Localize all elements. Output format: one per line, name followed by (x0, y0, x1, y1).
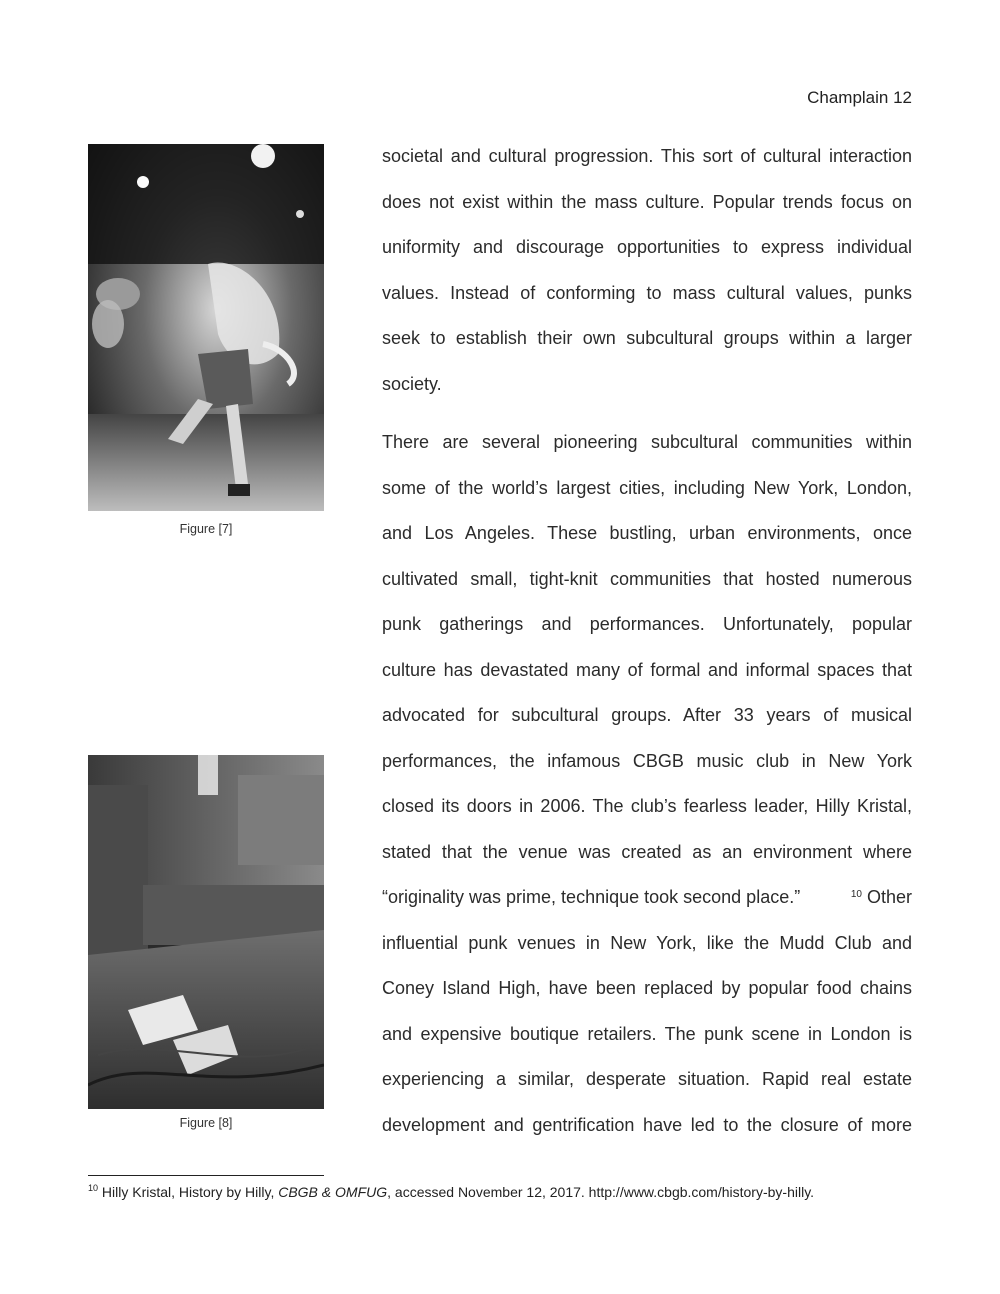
footnote-divider (88, 1175, 324, 1176)
text-line: stated that the venue was created as an environment where (382, 841, 912, 862)
text-line: uniformity and discourage opportunities to express individual (382, 237, 912, 257)
text-line: some of the world’s largest cities, including New York, London, (382, 477, 912, 498)
quote-line (382, 885, 912, 931)
footnote (88, 1184, 948, 1200)
text-line: society. (382, 373, 442, 394)
text-line: punk gatherings and performances. Unfortunately, popular (382, 614, 912, 634)
footnote-rest[interactable]: , accessed November 12, 2017. http://www.cbgb.com/history-by-hilly. (387, 1184, 815, 1200)
running-head: Champlain 12 (807, 88, 912, 107)
text-line: There are several pioneering subcultural communities within (382, 432, 912, 452)
footnote-source: CBGB & OMFUG (278, 1184, 388, 1200)
footnote-author-title: Hilly Kristal, History by Hilly, (98, 1184, 279, 1200)
text-line: seek to establish their own subcultural groups within a larger (382, 328, 912, 348)
text-line: closed its doors in 2006. The club’s fearless leader, Hilly Kristal, (382, 796, 912, 816)
text-line: societal and cultural progression. This sort of cultural interaction (382, 146, 912, 166)
figure-8-venue-photo (88, 755, 324, 1109)
text-line: advocated for subcultural groups. After 33 years of musical (382, 705, 912, 725)
footnote-reference[interactable]: 10 (850, 889, 862, 900)
text-line: development and gentrification have led to the closure of more (382, 1114, 912, 1135)
text-line: and Los Angeles. These bustling, urban environments, once (382, 523, 912, 543)
text-line: influential punk venues in New York, like the Mudd Club and (382, 932, 912, 953)
footnote-number: 10 (88, 1183, 99, 1193)
text-line: culture has devastated many of formal and informal spaces that (382, 659, 912, 680)
text-line: cultivated small, tight-knit communities that hosted numerous (382, 568, 912, 589)
body-paragraph-1 (382, 144, 912, 417)
figure-7-caption: Figure [7] (179, 522, 233, 536)
figure-8-caption: Figure [8] (179, 1116, 233, 1130)
text-line: values. Instead of conforming to mass cultural values, punks (382, 282, 912, 303)
text-line: experiencing a similar, desperate situation. Rapid real estate (382, 1069, 912, 1089)
body-paragraph-2 (382, 430, 912, 1158)
quote-text: “originality was prime, technique took second place.” (382, 887, 801, 907)
text-line: and expensive boutique retailers. The punk scene in London is (382, 1023, 912, 1044)
text-line: does not exist within the mass culture. Popular trends focus on (382, 191, 912, 212)
text-line: Coney Island High, have been replaced by popular food chains (382, 978, 912, 998)
figure-7-concert-photo (88, 144, 324, 511)
quote-trailing-text: Other (861, 887, 912, 907)
text-line: performances, the infamous CBGB music club in New York (382, 750, 912, 771)
